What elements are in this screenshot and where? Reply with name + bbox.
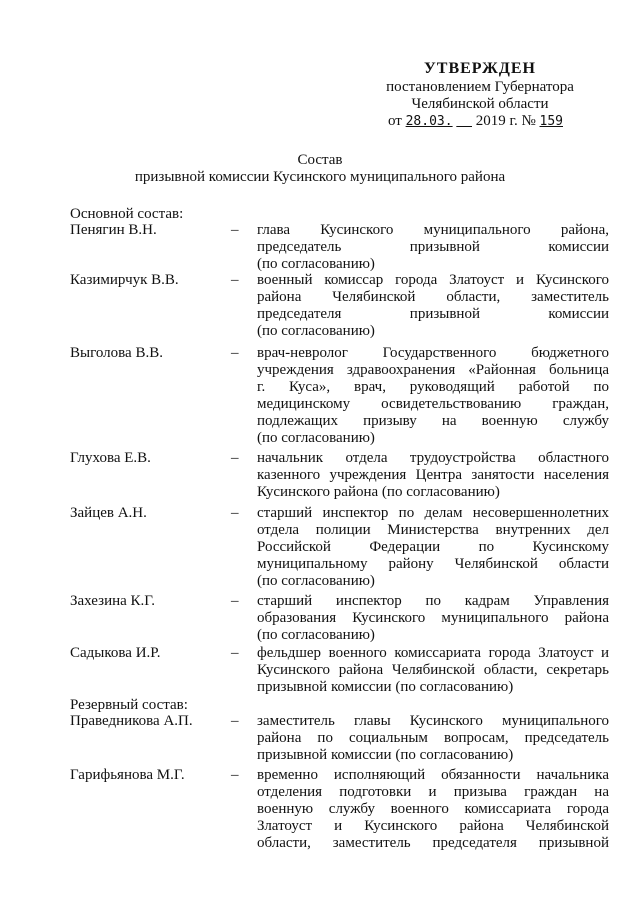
member-dash: – bbox=[231, 767, 239, 783]
description-line: Кусинского района (по согласованию) bbox=[257, 484, 500, 500]
member-dash: – bbox=[231, 593, 239, 609]
member-name: Казимирчук В.В. bbox=[70, 272, 179, 288]
description-line: Кусинского района Челябинской области, секретарь bbox=[257, 662, 609, 678]
member-dash: – bbox=[231, 713, 239, 729]
approval-year-text: 2019 г. № bbox=[475, 113, 536, 129]
description-line: муниципальному району Челябинской области bbox=[257, 556, 609, 572]
description-line: врач-невролог Государственного бюджетного bbox=[257, 345, 609, 361]
member-name: Выголова В.В. bbox=[70, 345, 163, 361]
approval-date-prefix: от bbox=[388, 113, 402, 129]
approval-heading: УТВЕРЖДЕН bbox=[424, 60, 536, 77]
description-line: военный комиссар города Златоуст и Кусинского bbox=[257, 272, 609, 288]
description-line: области, заместитель председателя призывной bbox=[257, 835, 609, 851]
description-line: Российской Федерации по Кусинскому bbox=[257, 539, 609, 555]
member-name: Садыкова И.Р. bbox=[70, 645, 161, 661]
description-line: председателя призывной комиссии bbox=[257, 306, 609, 322]
description-line: военную службу военного комиссариата города bbox=[257, 801, 609, 817]
title-line-2: призывной комиссии Кусинского муниципального района bbox=[134, 169, 506, 185]
member-name: Праведникова А.П. bbox=[70, 713, 193, 729]
description-line: отдела полиции Министерства внутренних дел bbox=[257, 522, 609, 538]
description-line: старший инспектор по делам несовершеннолетних bbox=[257, 505, 609, 521]
description-line: председатель призывной комиссии bbox=[257, 239, 609, 255]
description-line: начальник отдела трудоустройства областного bbox=[257, 450, 609, 466]
member-dash: – bbox=[231, 505, 239, 521]
approval-date-blank bbox=[456, 114, 472, 129]
description-line: медицинскому освидетельствованию граждан, bbox=[257, 396, 609, 412]
description-line: фельдшер военного комиссариата города Златоуст и bbox=[257, 645, 609, 661]
description-line: образования Кусинского муниципального района bbox=[257, 610, 609, 626]
member-name: Захезина К.Г. bbox=[70, 593, 156, 609]
main-section-label: Основной состав: bbox=[70, 206, 184, 222]
description-line: (по согласованию) bbox=[257, 323, 375, 339]
approval-line-1: постановлением Губернатора bbox=[386, 79, 574, 95]
member-dash: – bbox=[231, 450, 239, 466]
description-line: отделения подготовки и призыва граждан на bbox=[257, 784, 609, 800]
description-line: (по согласованию) bbox=[257, 573, 375, 589]
member-name: Зайцев А.Н. bbox=[70, 505, 147, 521]
approval-date-value: 28.03. bbox=[405, 114, 453, 129]
description-line: (по согласованию) bbox=[257, 430, 375, 446]
member-description bbox=[257, 272, 609, 340]
approval-block bbox=[380, 60, 580, 130]
description-line: г. Куса», врач, руководящий работой по bbox=[257, 379, 609, 395]
member-description bbox=[257, 767, 609, 852]
description-line: учреждения здравоохранения «Районная больница bbox=[257, 362, 609, 378]
member-name: Пенягин В.Н. bbox=[70, 222, 157, 238]
description-line: (по согласованию) bbox=[257, 627, 375, 643]
member-description bbox=[257, 713, 609, 764]
member-name: Глухова Е.В. bbox=[70, 450, 151, 466]
member-description bbox=[257, 593, 609, 644]
description-line: Златоуст и Кусинского района Челябинской bbox=[257, 818, 609, 834]
member-name: Гарифьянова М.Г. bbox=[70, 767, 185, 783]
description-line: глава Кусинского муниципального района, bbox=[257, 222, 609, 238]
description-line: старший инспектор по кадрам Управления bbox=[257, 593, 609, 609]
approval-line-2: Челябинской области bbox=[411, 96, 549, 112]
approval-date-line bbox=[380, 113, 580, 130]
member-description bbox=[257, 222, 609, 273]
member-description bbox=[257, 450, 609, 501]
title-line-1: Состав bbox=[297, 152, 343, 168]
member-description bbox=[257, 505, 609, 590]
reserve-section-label: Резервный состав: bbox=[70, 697, 188, 713]
document-title bbox=[0, 152, 640, 186]
description-line: призывной комиссии (по согласованию) bbox=[257, 679, 514, 695]
member-description bbox=[257, 345, 609, 447]
description-line: района по социальным вопросам, председатель bbox=[257, 730, 609, 746]
description-line: временно исполняющий обязанности начальника bbox=[257, 767, 609, 783]
member-dash: – bbox=[231, 345, 239, 361]
member-description bbox=[257, 645, 609, 696]
member-dash: – bbox=[231, 222, 239, 238]
member-dash: – bbox=[231, 645, 239, 661]
description-line: казенного учреждения Центра занятости населения bbox=[257, 467, 609, 483]
approval-number-value: 159 bbox=[539, 114, 563, 129]
member-dash: – bbox=[231, 272, 239, 288]
description-line: района Челябинской области, заместитель bbox=[257, 289, 609, 305]
description-line: (по согласованию) bbox=[257, 256, 375, 272]
description-line: заместитель главы Кусинского муниципального bbox=[257, 713, 609, 729]
description-line: призывной комиссии (по согласованию) bbox=[257, 747, 514, 763]
description-line: подлежащих призыву на военную службу bbox=[257, 413, 609, 429]
